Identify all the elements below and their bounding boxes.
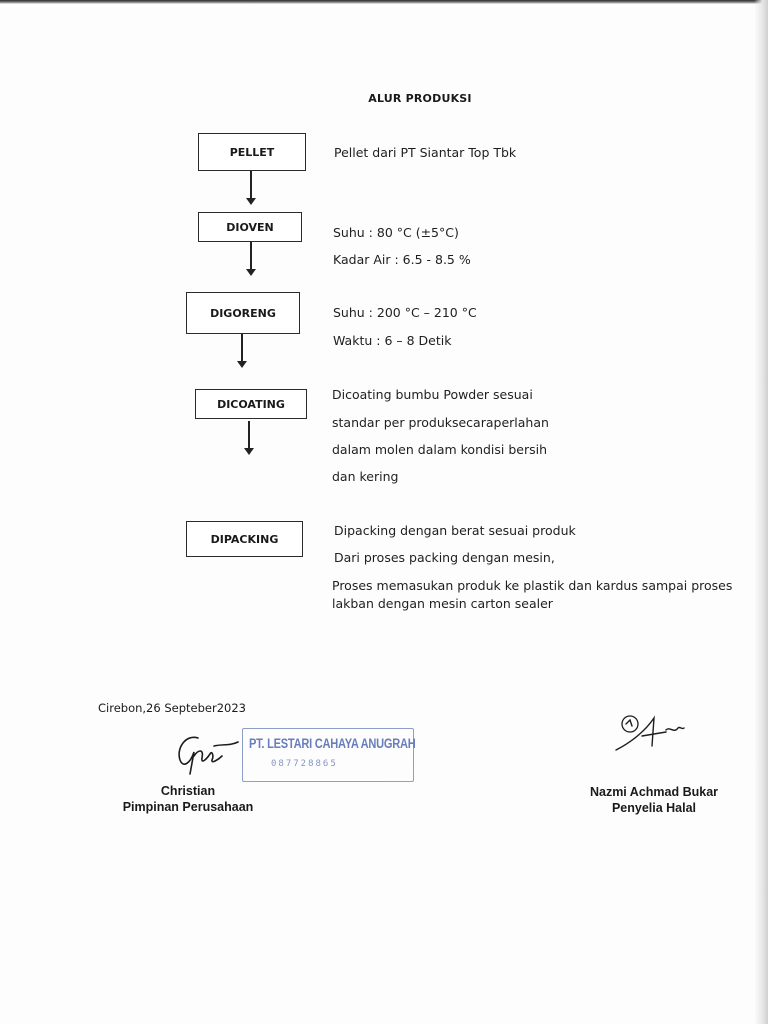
signer-name-right: Nazmi Achmad Bukar: [589, 785, 719, 799]
step-description-dicoating-line3: dalam molen dalam kondisi bersih: [332, 442, 548, 457]
step-description-digoreng-line2: Waktu : 6 – 8 Detik: [333, 333, 452, 348]
step-label-digoreng: DIGORENG: [210, 306, 276, 320]
scan-right-edge: [754, 0, 768, 1024]
step-description-dicoating-line4: dan kering: [332, 469, 399, 484]
step-box-dipacking: [186, 521, 303, 557]
step-description-pellet: Pellet dari PT Siantar Top Tbk: [334, 145, 517, 160]
company-stamp: [242, 728, 414, 782]
step-description-dipacking-line2: Dari proses packing dengan mesin,: [334, 550, 555, 565]
step-description-dioven-line1: Suhu : 80 °C (±5°C): [333, 225, 459, 240]
step-box-dioven: [198, 212, 302, 242]
signer-role-left: Pimpinan Perusahaan: [122, 800, 254, 814]
step-description-dipacking-line3: Proses memasukan produk ke plastik dan kardus sampai proses: [332, 578, 733, 593]
stamp-company-name: PT. LESTARI CAHAYA ANUGRAH: [249, 736, 416, 751]
step-box-digoreng: [186, 292, 300, 334]
signature-nazmi: [612, 712, 692, 754]
scan-top-edge: [0, 0, 768, 4]
signature-christian: [168, 730, 248, 780]
stamp-number: 087728865: [271, 759, 338, 769]
step-description-digoreng-line1: Suhu : 200 °C – 210 °C: [333, 305, 477, 320]
document-title: ALUR PRODUKSI: [368, 92, 472, 105]
step-box-pellet: [198, 133, 306, 171]
flow-arrow: [250, 242, 252, 270]
step-description-dicoating-line1: Dicoating bumbu Powder sesuai: [332, 387, 533, 402]
step-label-dipacking: DIPACKING: [210, 532, 279, 546]
step-label-dicoating: DICOATING: [217, 397, 285, 411]
step-description-dioven-line2: Kadar Air : 6.5 - 8.5 %: [333, 252, 471, 267]
step-label-pellet: PELLET: [229, 145, 275, 159]
flow-arrow: [248, 421, 250, 449]
step-description-dipacking-line4: lakban dengan mesin carton sealer: [332, 596, 553, 611]
flow-arrow: [250, 171, 252, 199]
signer-name-left: Christian: [160, 784, 216, 798]
flow-arrow: [241, 334, 243, 362]
step-description-dipacking-line1: Dipacking dengan berat sesuai produk: [334, 523, 576, 538]
step-description-dicoating-line2: standar per produksecaraperlahan: [332, 415, 549, 430]
step-label-dioven: DIOVEN: [226, 220, 274, 234]
signer-role-right: Penyelia Halal: [611, 801, 697, 815]
place-date: Cirebon,26 Septeber2023: [98, 701, 246, 715]
step-box-dicoating: [195, 389, 307, 419]
